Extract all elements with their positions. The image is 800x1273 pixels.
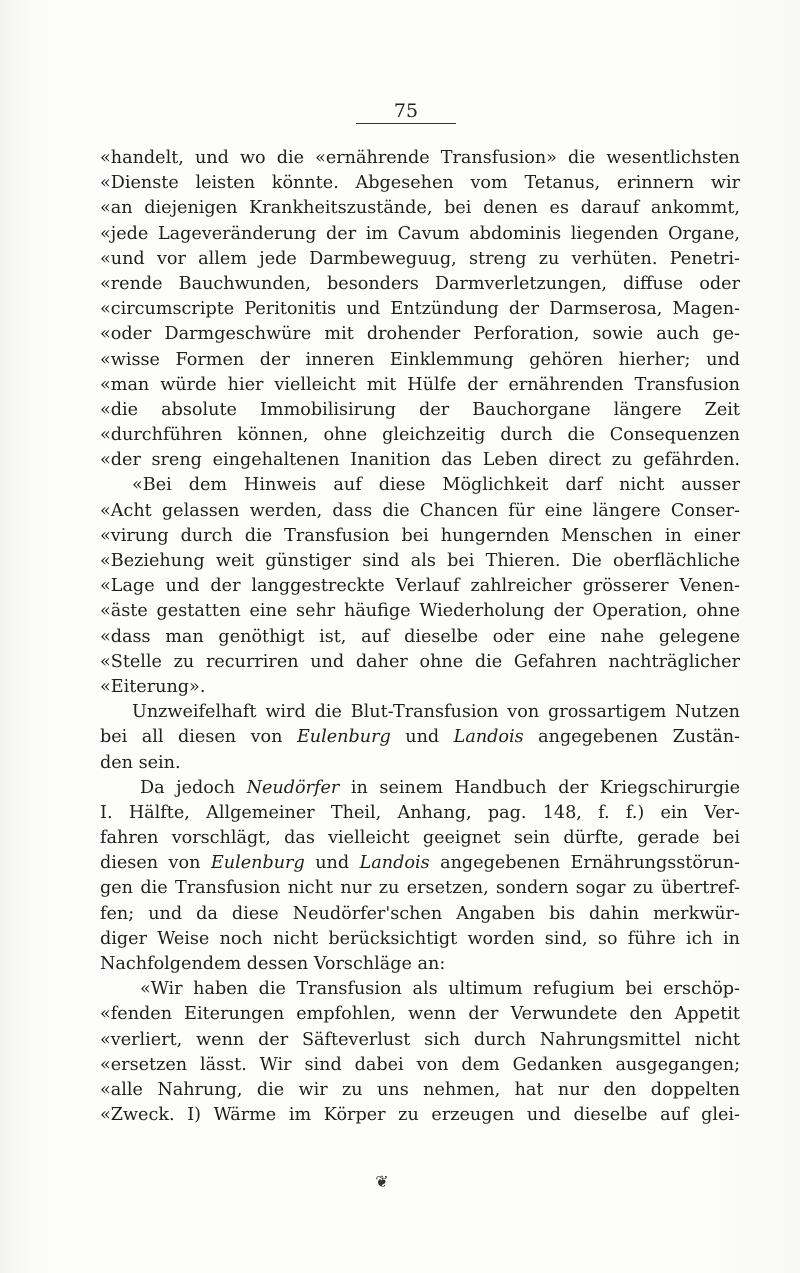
text-line: «verliert, wenn der Säfteverlust sich durch Nahrungsmittel nicht: [100, 1029, 740, 1050]
text-line: «wisse Formen der inneren Einklemmung gehören hierher; und: [100, 349, 740, 370]
text-line: «virung durch die Transfusion bei hungernden Menschen in einer: [100, 525, 740, 546]
text-line: Da jedoch Neudörfer in seinem Handbuch der Kriegschirurgie: [140, 777, 740, 798]
text-line: «die absolute Immobilisirung der Bauchorgane längere Zeit: [100, 399, 740, 420]
text-line: «rende Bauchwunden, besonders Darmverletzungen, diffuse oder: [100, 273, 740, 294]
text-line: diesen von Eulenburg und Landois angegebenen Ernährungsstörun-: [100, 853, 740, 874]
text-line: Nachfolgendem dessen Vorschläge an:: [100, 954, 446, 974]
text-line: «Acht gelassen werden, dass die Chancen für eine längere Conser-: [100, 500, 740, 521]
page-number: 75: [393, 100, 419, 122]
text-line: «fenden Eiterungen empfohlen, wenn der Verwundete den Appetit: [100, 1004, 740, 1025]
text-line: «alle Nahrung, die wir zu uns nehmen, hat nur den doppelten: [100, 1079, 740, 1100]
text-line: «handelt, und wo die «ernährende Transfusion» die wesentlichsten: [100, 148, 740, 168]
text-line: «Wir haben die Transfusion als ultimum refugium bei erschöp-: [140, 979, 740, 1000]
text-line: «jede Lageveränderung der im Cavum abdominis liegenden Organe,: [100, 223, 740, 244]
text-line: «ersetzen lässt. Wir sind dabei von dem Gedanken ausgegangen;: [100, 1054, 740, 1075]
text-line: den sein.: [100, 752, 181, 773]
text-line: «dass man genöthigt ist, auf dieselbe oder eine nahe gelegene: [100, 626, 740, 647]
text-line: gen die Transfusion nicht nur zu ersetzen, sondern sogar zu übertref-: [100, 878, 740, 899]
text-line: «Dienste leisten könnte. Abgesehen vom Tetanus, erinnern wir: [100, 173, 740, 194]
text-line: «und vor allem jede Darmbeweguug, streng zu verhüten. Penetri-: [100, 248, 740, 269]
text-line: «Lage und der langgestreckte Verlauf zahlreicher grösserer Venen-: [100, 576, 740, 597]
fleuron-ornament: ❦: [375, 1172, 389, 1191]
text-line: fen; und da diese Neudörfer'schen Angaben bis dahin merkwür-: [100, 903, 740, 924]
text-line: «an diejenigen Krankheitszustände, bei denen es darauf ankommt,: [100, 198, 740, 219]
text-line: diger Weise noch nicht berücksichtigt worden sind, so führe ich in: [100, 928, 740, 949]
header-rule: [356, 123, 456, 124]
text-line: «circumscripte Peritonitis und Entzündung der Darmserosa, Magen-: [100, 299, 740, 320]
text-line: «Bei dem Hinweis auf diese Möglichkeit darf nicht ausser: [132, 475, 740, 496]
text-line: «man würde hier vielleicht mit Hülfe der ernährenden Transfusion: [100, 374, 740, 395]
text-line: Unzweifelhaft wird die Blut-Transfusion von grossartigem Nutzen: [132, 702, 740, 723]
text-line: bei all diesen von Eulenburg und Landois angegebenen Zustän-: [100, 727, 740, 748]
text-line: I. Hälfte, Allgemeiner Theil, Anhang, pag. 148, f. f.) ein Ver-: [100, 802, 740, 823]
text-line: fahren vorschlägt, das vielleicht geeignet sein dürfte, gerade bei: [100, 828, 740, 849]
text-line: «Zweck. I) Wärme im Körper zu erzeugen und dieselbe auf glei-: [100, 1105, 740, 1126]
text-line: «Beziehung weit günstiger sind als bei Thieren. Die oberflächliche: [100, 551, 740, 571]
body-text: [100, 146, 740, 1128]
text-line: «Stelle zu recurriren und daher ohne die Gefahren nachträglicher: [100, 651, 740, 672]
text-line: «äste gestatten eine sehr häufige Wiederholung der Operation, ohne: [100, 601, 740, 622]
text-line: «der sreng eingehaltenen Inanition das Leben direct zu gefährden.: [100, 450, 740, 471]
text-line: «durchführen können, ohne gleichzeitig durch die Consequenzen: [100, 425, 740, 446]
text-line: «oder Darmgeschwüre mit drohender Perforation, sowie auch ge-: [100, 324, 740, 345]
text-line: «Eiterung».: [100, 676, 206, 697]
